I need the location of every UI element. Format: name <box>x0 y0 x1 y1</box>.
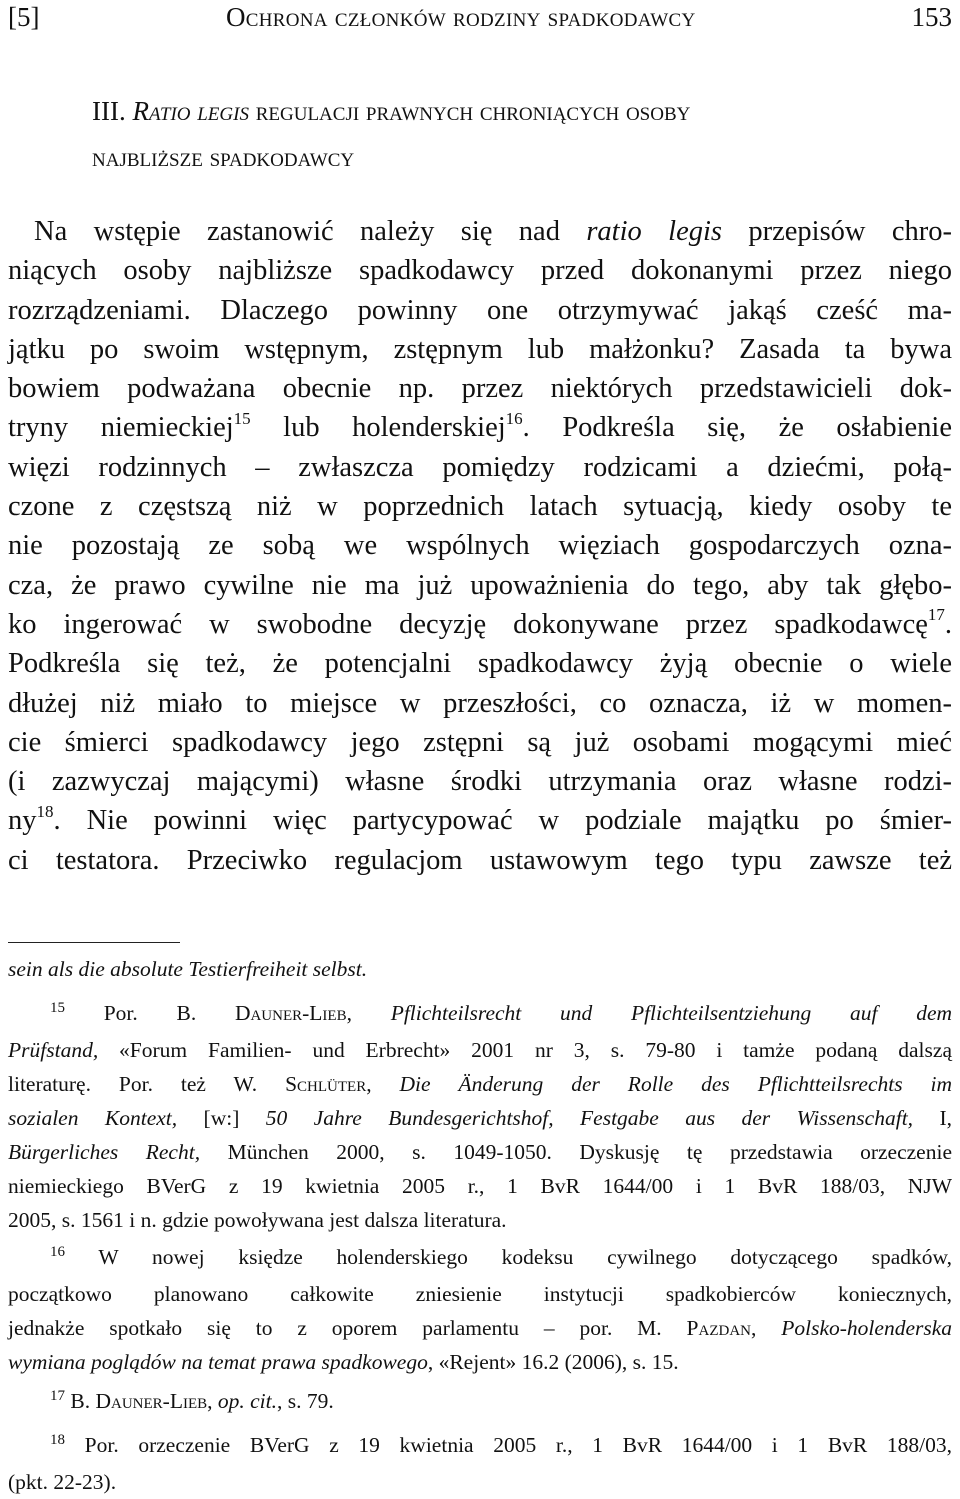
body-line: więzi rodzinnych – zwłaszcza pomiędzy rodzicami a dziećmi, połą- <box>8 451 952 483</box>
footnote-ref-18[interactable]: 18 <box>36 801 54 821</box>
section-heading <box>92 88 912 180</box>
footnote-ref-17[interactable]: 17 <box>927 605 945 625</box>
body-line: jątku po swoim wstępnym, zstępnym lub małżonku? Zasada ta bywa <box>8 333 952 365</box>
body-line: ko ingerować w swobodne decyzję dokonywane przez spadkodawcę$^{17}$. <box>8 605 952 640</box>
running-title: Ochrona członków rodziny spadkodawcy <box>226 2 696 32</box>
body-line: dłużej niż miało to miejsce w przeszłości, co oznacza, iż w momen- <box>8 687 952 719</box>
footnote-separator <box>8 942 180 943</box>
running-header <box>8 2 952 42</box>
footnote-15: $^{15}$ Por. B. Dauner-Lieb, Pflichteilsrecht und Pflichteilsentziehung auf dem Prüfstand, «Forum Familien- und Erbrecht» 2001 nr 3, s. 79-80 i tamże podaną dalszą literaturę. Por. też W. Schlüter, Die Änderung der Rolle des Pflichtteilsrechts im sozialen Kontext, [w:] 50 Jahre Bundesgerichtshof, Festgabe aus der Wissenschaft, I, Bürgerliches Recht, München 2000, s. 1049-1050. Dyskusję tę przedstawia orzeczenie niemieckiego BVerG z 19 kwietnia 2005 r., 1 BvR 1644/00 i 1 BvR 188/03, NJW 2005, s. 1561 i n. gdzie powoływana jest dalsza literatura. <box>8 1000 953 1232</box>
footnote-number: 15 <box>50 1000 65 1016</box>
body-line: niących osoby najbliższe spadkodawcy przed dokonanymi przez niego <box>8 255 952 287</box>
footnote-ref-15[interactable]: 15 <box>233 408 251 428</box>
section-heading-line-2: najbliższe spadkodawcy <box>92 142 355 172</box>
footnote-number: 17 <box>50 1388 65 1404</box>
footnote-number: 18 <box>50 1432 65 1448</box>
body-line: rozrządzeniami. Dlaczego powinny one otrzymywać jakąś cześć ma- <box>8 294 952 326</box>
body-line: (i zazwyczaj mającymi) własne środki utrzymania oraz własne rodzi- <box>8 766 952 798</box>
body-paragraph <box>8 212 952 880</box>
footnote-number: 16 <box>50 1244 65 1260</box>
footnote-continuation: sein als die absolute Testierfreiheit selbst. <box>8 957 368 981</box>
body-line: ci testatora. Przeciwko regulacjom ustawowym tego typu zawsze też <box>8 844 952 876</box>
body-line: Podkreśla się też, że potencjalni spadkodawcy żyją obecnie o wiele <box>8 648 952 680</box>
footnote-16: $^{16}$ W nowej księdze holenderskiego kodeksu cywilnego dotyczącego spadków, początkowo planowano całkowite zniesienie instytucji spadkobierców koniecznych, jednakże spotkało się to z oporem parlamentu – por. M. Pazdan, Polsko-holenderska wymiana poglądów na temat prawa spadkowego, «Rejent» 16.2 (2006), s. 15. <box>8 1244 953 1374</box>
body-line: bowiem podważana obecnie np. przez niektórych przedstawicieli dok- <box>8 373 952 405</box>
body-line: cie śmierci spadkodawcy jego zstępni są już osobami mogącymi mieć <box>8 726 952 758</box>
footnote-17: $^{17}$ B. Dauner-Lieb, op. cit., s. 79. <box>50 1388 334 1413</box>
body-line: nie pozostają ze sobą we wspólnych więziach gospodarczych ozna- <box>8 530 952 562</box>
section-number: [5] <box>8 2 40 32</box>
body-line: Na wstępie zastanowić należy się nad ratio legis przepisów chro- <box>34 216 953 247</box>
footnote-ref-16[interactable]: 16 <box>505 408 523 428</box>
section-heading-line-1: III. Ratio legis regulacji prawnych chroniących osoby <box>92 96 691 126</box>
body-line: cza, że prawo cywilne nie ma już upoważnienia do tego, aby tak głębo- <box>8 569 952 601</box>
page-number: 153 <box>911 2 952 32</box>
body-line: tryny niemieckiej$^{15}$ lub holenderskiej$^{16}$. Podkreśla się, że osłabienie <box>8 408 952 444</box>
body-line: $ny^{18}$. Nie powinni więc partycypować w podziale majątku po śmier- <box>8 801 952 837</box>
body-line: czone z częstszą niż w poprzednich latach sytuacją, kiedy osoby te <box>8 491 952 523</box>
footnote-18: $^{18}$ Por. orzeczenie BVerG z 19 kwietnia 2005 r., 1 BvR 1644/00 i 1 BvR 188/03, (pkt. 22-23). <box>8 1432 952 1494</box>
